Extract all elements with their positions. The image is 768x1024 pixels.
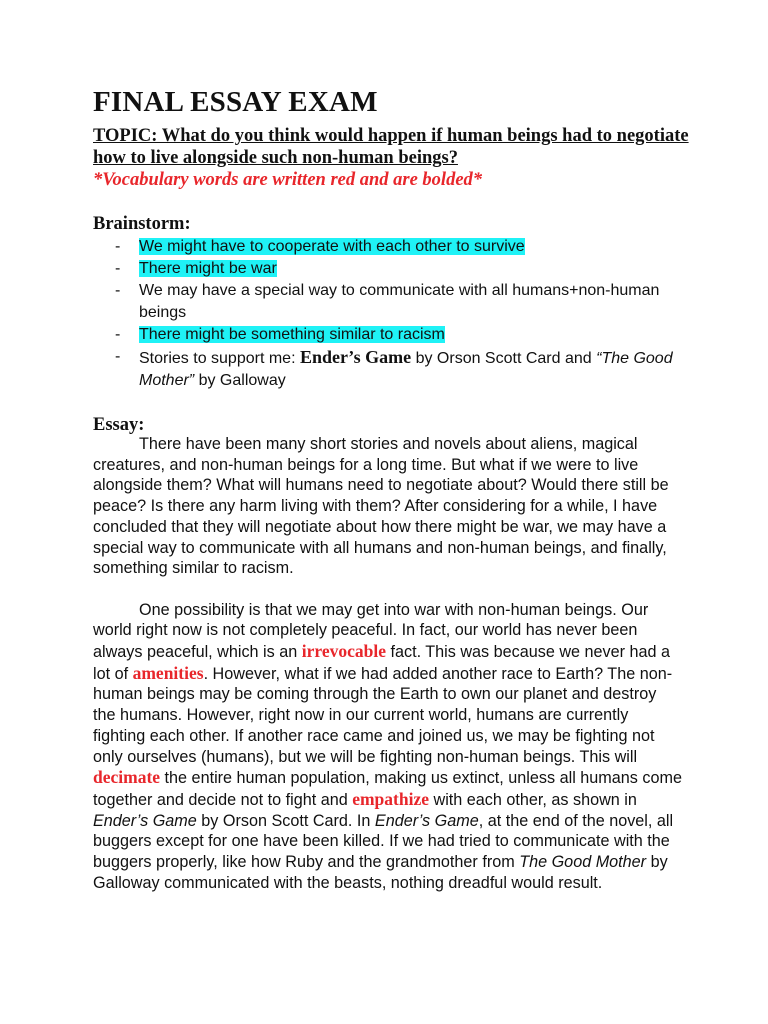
text-run: by Galloway communicated with the beasts, nothing dreadful would result.	[93, 853, 668, 892]
brainstorm-item	[93, 324, 693, 346]
stories-end-text: by Galloway	[194, 372, 286, 389]
stories-mid-text: by Orson Scott Card and	[411, 350, 597, 367]
text-run: with each other, as shown in	[429, 790, 637, 809]
essay-paragraph-intro: There have been many short stories and novels about aliens, magical creatures, and non-human beings for a long time. But what if we were to live alongside them? What will humans need to negotiate about? Would there still be peace? Is there any harm living with them? After considering for a while, I have concluded that they will negotiate about how there might be war, we may have a special way to communicate with all humans and non-human beings, and finally, something similar to racism.	[93, 435, 669, 578]
bullet-dash: -	[115, 282, 121, 299]
brainstorm-list	[93, 236, 693, 392]
vocab-word-irrevocable: irrevocable	[301, 641, 386, 662]
brainstorm-item	[93, 280, 693, 324]
text-run: One possibility is that we may get into war with non-human beings. Our world right now is not completely peaceful. In fact, our world has never been always peaceful, which is an	[93, 600, 649, 662]
essay-body	[93, 434, 683, 893]
essay-paragraph-war	[93, 600, 683, 894]
book-title-good-mother: “The Good Mother”	[139, 350, 673, 389]
essay-heading: Essay:	[93, 415, 145, 435]
vocabulary-note: *Vocabulary words are written red and are bolded*	[93, 170, 483, 190]
brainstorm-item	[93, 236, 693, 258]
brainstorm-heading: Brainstorm:	[93, 214, 191, 234]
brainstorm-item-text: There might be something similar to racism	[139, 326, 445, 343]
text-run: the entire human population, making us extinct, unless all humans come together and decide not to fight and	[93, 769, 682, 809]
essay-topic: TOPIC: What do you think would happen if human beings had to negotiate how to live alongside such non-human beings?	[93, 126, 689, 168]
book-title-good-mother: The Good Mother	[519, 853, 647, 872]
brainstorm-item-text: We might have to cooperate with each other to survive	[139, 238, 525, 255]
text-run: . However, what if we had added another race to Earth? The non-human beings may be coming through the Earth to own our planet and destroy the humans. However, right now in our current world, humans are currently fighting each other. If another race came and joined us, we may be fighting not only ourselves (humans), but we will be fighting non-human beings. This will	[93, 664, 673, 766]
text-run: , at the end of the novel, all buggers except for one have been killed. If we had tried to communicate with the buggers properly, like how Ruby and the grandmother from	[93, 811, 674, 872]
brainstorm-item	[93, 258, 693, 280]
bullet-dash: -	[115, 238, 121, 255]
book-title-enders-game: Ender’s Game	[93, 811, 197, 830]
brainstorm-item-text: There might be war	[139, 260, 277, 277]
page-title: FINAL ESSAY EXAM	[93, 86, 378, 118]
book-title-enders-game: Ender’s Game	[374, 811, 479, 830]
brainstorm-item	[93, 346, 693, 392]
brainstorm-item-text: We may have a special way to communicate with all humans+non-human beings	[139, 282, 660, 321]
bullet-dash: -	[115, 348, 121, 365]
vocab-word-amenities: amenities	[132, 662, 204, 683]
text-run: fact. This was because we never had a lot of	[93, 643, 671, 683]
bullet-dash: -	[115, 260, 121, 277]
bullet-dash: -	[115, 326, 121, 343]
vocab-word-decimate: decimate	[93, 767, 161, 788]
book-title-enders-game: Ender’s Game	[299, 347, 412, 367]
stories-prefix: Stories to support me:	[139, 350, 300, 367]
text-run: by Orson Scott Card. In	[196, 811, 375, 830]
vocab-word-empathize: empathize	[352, 788, 429, 809]
